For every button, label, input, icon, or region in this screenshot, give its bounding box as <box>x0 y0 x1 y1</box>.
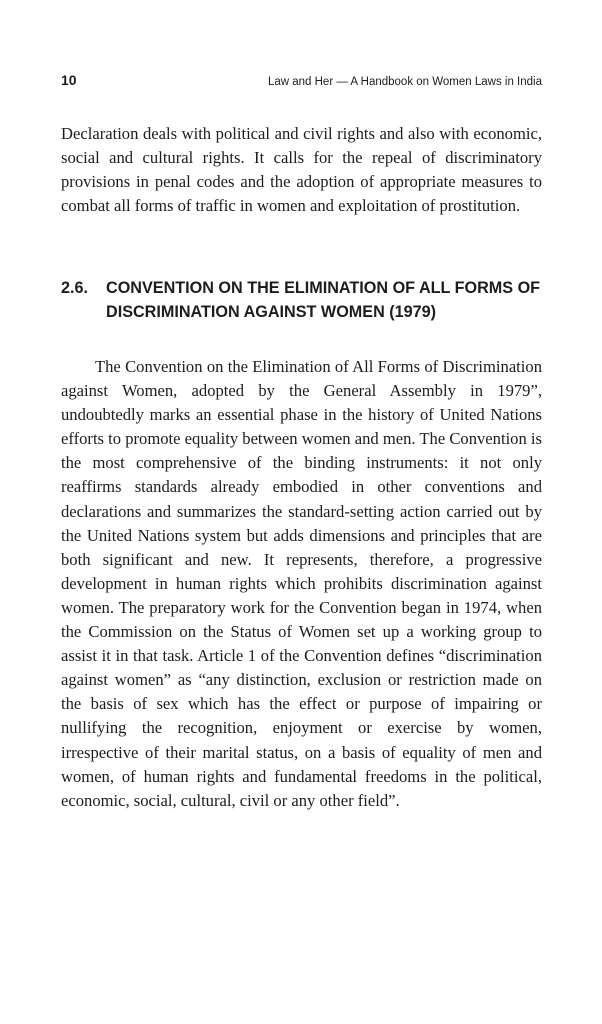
convention-paragraph: The Convention on the Elimination of All Forms of Discrimination against Women, adopted by the General Assembly in 1979”, undoubtedly marks an essential phase in the history of United Nations efforts to promote equality between women and men. The Convention is the most comprehensive of the binding instruments: it not only reaffirms standards already embodied in other conventions and declarations and summarizes the standard-setting action carried out by the United Nations system but adds dimensions and principles that are both significant and new. It represents, therefore, a progressive development in human rights which prohibits discrimination against women. The preparatory work for the Convention began in 1974, when the Commission on the Status of Women set up a working group to assist it in that task. Article 1 of the Convention defines “discrimination against women” as “any distinction, exclusion or restriction made on the basis of sex which has the effect or purpose of impairing or nullifying the recognition, enjoyment or exercise by women, irrespective of their marital status, on a basis of equality of men and women, of human rights and fundamental freedoms in the political, economic, social, cultural, civil or any other field”. <box>61 357 542 810</box>
section-number: 2.6. <box>61 279 89 297</box>
page-header <box>61 72 542 92</box>
continuation-paragraph: Declaration deals with political and civil rights and also with economic, social and cultural rights. It calls for the repeal of discriminatory provisions in penal codes and the adoption of appropriate measures to combat all forms of traffic in women and exploitation of prostitution. <box>61 124 542 216</box>
running-title: Law and Her — A Handbook on Women Laws in India <box>267 76 542 88</box>
section-title: CONVENTION ON THE ELIMINATION OF ALL FORMS OF DISCRIMINATION AGAINST WOMEN (1979) <box>106 279 541 321</box>
section-heading <box>61 277 544 324</box>
page-number: 10 <box>61 72 77 88</box>
